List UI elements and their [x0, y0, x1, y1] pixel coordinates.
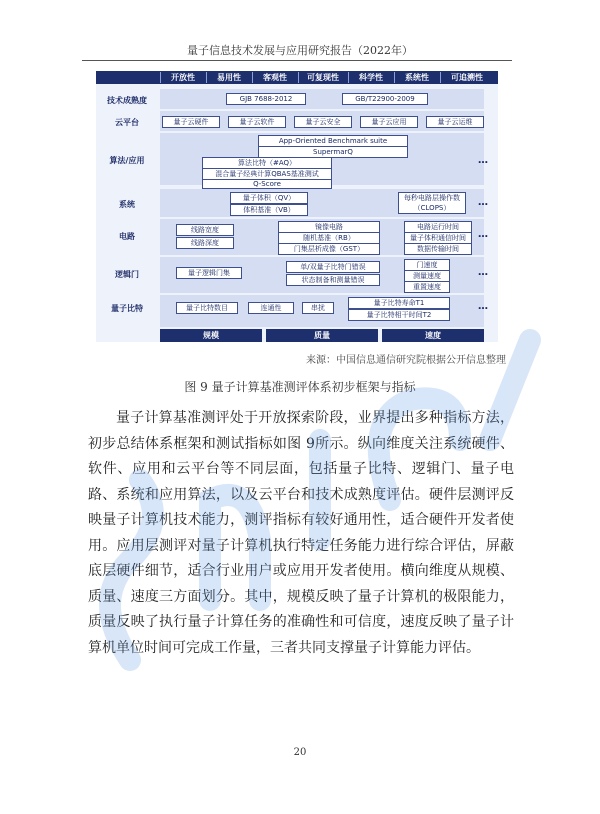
cloud-item: 量子云硬件 — [162, 116, 220, 128]
gate-item: 量子逻辑门集 — [176, 267, 242, 279]
circuit-item: 线路深度 — [176, 237, 234, 249]
criterion-usability: 易用性 — [206, 72, 251, 83]
row-label-gate: 逻辑门 — [115, 270, 139, 279]
qubit-item: 量子比特寿命T1 — [348, 297, 450, 309]
algo-item: App-Oriented Benchmark suite — [258, 135, 408, 147]
criterion-reproducibility: 可复现性 — [298, 72, 347, 83]
maturity-item: GB/T22900-2009 — [342, 93, 428, 105]
algo-item: 混合量子经典计算QBAS基准测试 — [202, 168, 332, 180]
figure-source: 来源：中国信息通信研究院根据公开信息整理 — [306, 355, 506, 366]
gate-item: 单/双量子比特门错误 — [286, 261, 380, 273]
qubit-item: 连通性 — [248, 302, 294, 314]
circuit-item: 线路宽度 — [176, 224, 234, 236]
system-item: 体积基准（VB） — [230, 204, 308, 216]
dimension-scale: 规模 — [160, 329, 262, 342]
maturity-item: GJB 7688-2012 — [226, 93, 306, 105]
cloud-item: 量子云软件 — [228, 116, 286, 128]
circuit-item: 数据传输时间 — [404, 243, 472, 255]
cloud-item: 量子云安全 — [294, 116, 352, 128]
row-maturity-bg — [160, 89, 484, 109]
cloud-item: 量子云运维 — [426, 116, 484, 128]
row-label-maturity: 技术成熟度 — [107, 96, 147, 105]
page-number: 20 — [293, 747, 307, 758]
system-more: … — [478, 197, 488, 208]
watermark-logo — [60, 300, 580, 700]
row-label-algorithm: 算法/应用 — [109, 156, 145, 165]
gate-more: … — [478, 267, 488, 278]
algo-more: … — [478, 155, 488, 166]
criterion-openness: 开放性 — [160, 72, 205, 83]
criterion-traceability: 可追溯性 — [440, 72, 493, 83]
gate-item: 测量速度 — [404, 270, 450, 282]
body-paragraph: 量子计算基准测评处于开放探索阶段，业界提出多种指标方法，初步总结体系框架和测试指标如图 9所示。纵向维度关注系统硬件、软件、应用和云平台等不同层面，包括量子比特、逻辑门、量子电路、系统和应用算法，以及云平台和技术成熟度评估。硬件层测评反映量子计算机技术能力，测评指标有较好通用性，适合硬件开发者使用。应用层测评对量子计算机执行特定任务能力进行综合评估，屏蔽底层硬件细节，适合行业用户或应用开发者使用。横向维度从规模、质量、速度三方面划分。其中，规模反映了量子计算机的极限能力，质量反映了执行量子计算任务的准确性和可信度，速度反映了量子计算机单位时间可完成工作量，三者共同支撑量子计算能力评估。 — [88, 410, 514, 656]
row-label-system: 系统 — [119, 200, 135, 209]
criteria-header-band — [96, 71, 498, 84]
circuit-item: 量子体积通信时间 — [404, 232, 472, 244]
qubit-item: 串扰 — [302, 302, 334, 314]
system-item: 每秒电路层操作数（CLOPS） — [398, 192, 466, 214]
criterion-objectivity: 客观性 — [252, 72, 297, 83]
qubit-item: 量子比特数目 — [176, 302, 238, 314]
circuit-item: 电路运行时间 — [404, 221, 472, 233]
qubit-more: … — [478, 301, 488, 312]
running-header: 量子信息技术发展与应用研究报告（2022年） — [187, 44, 413, 57]
circuit-item: 随机基准（RB） — [278, 232, 380, 244]
circuit-more: … — [478, 229, 488, 240]
dimension-speed: 速度 — [382, 329, 484, 342]
algo-item: 算法比特（#AQ） — [202, 157, 332, 169]
row-label-cloud: 云平台 — [115, 118, 139, 127]
figure-caption: 图 9 量子计算基准测评体系初步框架与指标 — [184, 380, 416, 394]
criterion-systematic: 系统性 — [394, 72, 439, 83]
qubit-item: 量子比特相干时间T2 — [348, 309, 450, 321]
system-item: 量子体积（QV） — [230, 192, 308, 204]
circuit-item: 镜像电路 — [278, 221, 380, 233]
criterion-scientific: 科学性 — [348, 72, 393, 83]
row-label-qubit: 量子比特 — [111, 304, 143, 313]
cloud-item: 量子云应用 — [360, 116, 418, 128]
algo-item: SupermarQ — [258, 146, 408, 158]
row-label-circuit: 电路 — [119, 232, 135, 241]
gate-item: 门速度 — [404, 259, 450, 271]
header-rule — [82, 60, 512, 61]
algo-item: Q-Score — [202, 179, 332, 189]
dimension-quality: 质量 — [266, 329, 378, 342]
gate-item: 状态制备和测量错误 — [286, 274, 380, 286]
gate-item: 重置速度 — [404, 281, 450, 293]
circuit-item: 门集层析成像（GST） — [278, 243, 380, 255]
